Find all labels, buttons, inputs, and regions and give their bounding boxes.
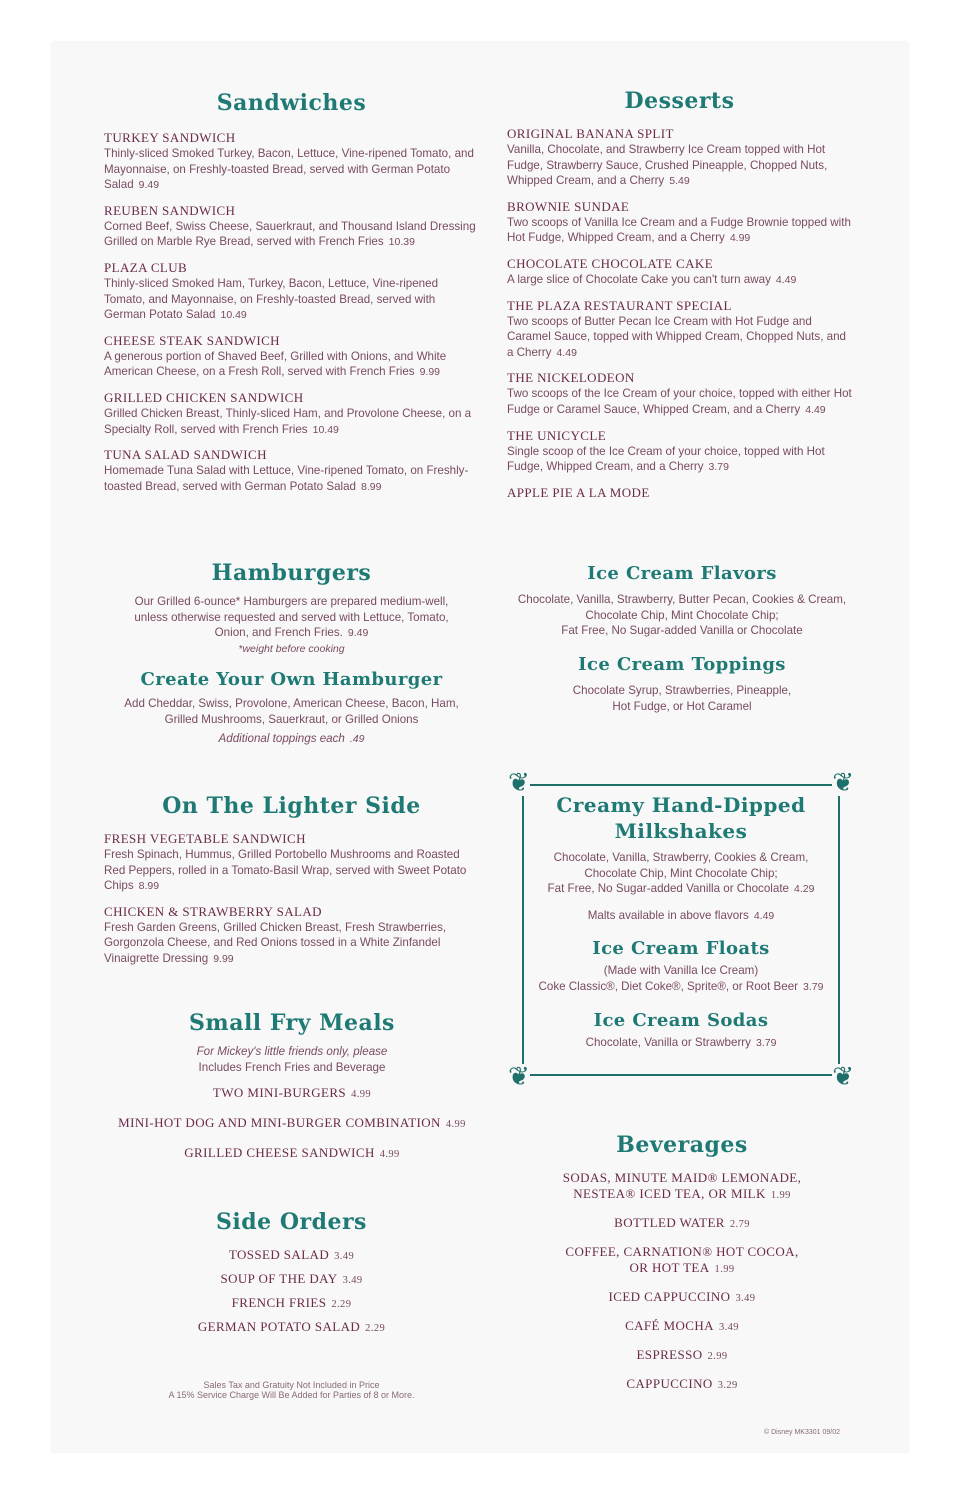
sodas-price: 3.79 <box>755 1036 777 1049</box>
sandwich-item-price: 10.49 <box>220 309 247 322</box>
toppings-text-2: Hot Fudge, or Hot Caramel <box>612 699 752 713</box>
beverage-item <box>507 1347 857 1363</box>
dessert-item-name: THE NICKELODEON <box>507 370 635 386</box>
sandwich-item-desc <box>104 219 479 251</box>
beverage-name: BOTTLED WATER <box>614 1215 725 1230</box>
create-note-text: Additional toppings each <box>218 731 345 745</box>
beverage-line-2 <box>507 1215 857 1231</box>
sandwich-list <box>104 130 479 495</box>
small-fry-item <box>92 1115 492 1131</box>
menu-page <box>52 42 908 1452</box>
lighter-item-name: FRESH VEGETABLE SANDWICH <box>104 831 306 846</box>
dessert-item-price: 4.49 <box>775 273 797 286</box>
lighter-item-price: 9.99 <box>213 952 234 965</box>
small-fry-title: Small Fry Meals <box>189 1010 395 1036</box>
small-fry-intro-1: For Mickey's little friends only, please <box>196 1045 388 1058</box>
footer-line-2: A 15% Service Charge Will Be Added for Parties of 8 or More. <box>168 1390 415 1400</box>
sodas-title: Ice Cream Sodas <box>593 1009 769 1031</box>
sandwich-item-name: REUBEN SANDWICH <box>104 202 236 218</box>
sandwich-item-name: PLAZA CLUB <box>104 259 188 275</box>
lighter-item <box>104 904 479 968</box>
flavors-text-3: Fat Free, No Sugar-added Vanilla or Chocolate <box>561 624 803 638</box>
floats-line <box>526 979 836 996</box>
lighter-item-name: CHICKEN & STRAWBERRY SALAD <box>104 903 322 919</box>
dessert-item-price: 4.49 <box>805 403 826 416</box>
beverage-line-2 <box>507 1376 857 1392</box>
beverage-price: 2.79 <box>729 1219 750 1230</box>
small-fry-intro-2: Includes French Fries and Beverage <box>198 1060 386 1074</box>
dessert-item-price: 3.79 <box>708 461 729 474</box>
sandwich-item-price: 9.99 <box>419 366 441 379</box>
flavors-text-1: Chocolate, Vanilla, Strawberry, Butter Pecan, Cookies & Cream, <box>517 593 847 606</box>
dessert-item-desc-text: Two scoops of Vanilla Ice Cream and a Fudge Brownie topped with Hot Fudge, Whipped Cream, and a Cherry <box>507 215 851 245</box>
dessert-item <box>507 428 852 476</box>
beverage-item <box>507 1318 857 1334</box>
beverage-list <box>507 1170 857 1392</box>
dessert-item-desc-text: Single scoop of the Ice Cream of your choice, topped with Hot Fudge, Whipped Cream, and a Cherry <box>507 444 825 474</box>
flavors-section <box>507 563 857 639</box>
beverage-item <box>507 1244 857 1276</box>
dessert-item-price: 4.99 <box>729 232 751 245</box>
sandwich-item-name: GRILLED CHICKEN SANDWICH <box>104 389 304 405</box>
beverage-name: ESPRESSO <box>636 1347 703 1362</box>
milkshakes-box <box>508 768 854 1092</box>
dessert-item-name: THE UNICYCLE <box>507 427 607 443</box>
beverage-line-2 <box>507 1347 857 1363</box>
lighter-item-desc <box>104 847 479 895</box>
sandwich-item-price: 10.39 <box>388 236 415 249</box>
floats-text: Coke Classic®, Diet Coke®, Sprite®, or Root Beer <box>538 979 799 993</box>
flourish-top-right-icon: ❦ <box>832 768 854 798</box>
dessert-item-desc-text: Two scoops of the Ice Cream of your choice, topped with either Hot Fudge or Caramel Sauce, Whipped Cream, and a Cherry <box>507 387 852 416</box>
small-fry-section <box>92 1010 492 1175</box>
side-item <box>104 1247 479 1263</box>
milkshakes-price: 4.29 <box>794 883 815 896</box>
small-fry-item-price: 4.99 <box>445 1119 466 1131</box>
beverage-name: NESTEA® ICED TEA, OR MILK <box>573 1186 766 1201</box>
side-item-name: GERMAN POTATO SALAD <box>197 1319 361 1334</box>
side-item-price: 2.29 <box>365 1323 386 1334</box>
small-fry-item <box>92 1145 492 1161</box>
dessert-item-desc-text: Two scoops of Butter Pecan Ice Cream with Hot Fudge and Caramel Sauce, topped with Whipped Cream, Chopped Nuts, and a Cherry <box>507 314 846 359</box>
side-item-price: 3.49 <box>334 1251 355 1262</box>
lighter-list <box>104 831 479 968</box>
sandwich-item-desc <box>104 463 479 495</box>
sandwich-item-desc <box>104 406 479 438</box>
dessert-item-price: 4.49 <box>556 346 577 359</box>
hamburgers-desc-text: Our Grilled 6-ounce* Hamburgers are prepared medium-well, unless otherwise requested and served with Lettuce, Tomato, Onion, and French Fries. <box>134 595 449 640</box>
lighter-item-desc-text: Fresh Spinach, Hummus, Grilled Portobello Mushrooms and Roasted Red Peppers, rolled in a Tomato-Basil Wrap, served with Sweet Potato Chips <box>104 848 467 893</box>
sandwich-item-desc-text: Thinly-sliced Smoked Turkey, Bacon, Lettuce, Vine-ripened Tomato, and Mayonnaise, on Freshly-toasted Bread, served with German Potato Salad <box>104 147 474 192</box>
dessert-item-desc <box>507 215 852 247</box>
beverage-price: 3.49 <box>735 1293 756 1304</box>
dessert-item <box>507 485 852 501</box>
toppings-title: Ice Cream Toppings <box>578 654 786 675</box>
milkshakes-title-1: Creamy Hand-Dipped <box>556 793 806 817</box>
hamburgers-section <box>124 560 459 747</box>
flourish-bottom-right-icon: ❦ <box>832 1062 854 1092</box>
lighter-item-desc-text: Fresh Garden Greens, Grilled Chicken Breast, Fresh Strawberries, Gorgonzola Cheese, and Red Onions tossed in a White Zinfandel Vinaigrette Dressing <box>104 920 447 965</box>
dessert-list <box>507 126 852 501</box>
sandwich-item <box>104 260 479 324</box>
sandwich-item-name: TURKEY SANDWICH <box>104 130 236 145</box>
side-item-name: FRENCH FRIES <box>231 1295 327 1310</box>
hamburgers-title: Hamburgers <box>211 560 372 586</box>
side-item-name: SOUP OF THE DAY <box>220 1271 338 1286</box>
floats-title: Ice Cream Floats <box>592 938 770 960</box>
dessert-item-price: 5.49 <box>669 175 690 188</box>
sandwich-item <box>104 333 479 381</box>
side-item <box>104 1271 479 1287</box>
desserts-title: Desserts <box>624 88 735 114</box>
beverage-name: CAFÉ MOCHA <box>625 1318 714 1333</box>
hamburgers-note: *weight before cooking <box>238 642 345 655</box>
beverage-name: ICED CAPPUCCINO <box>608 1289 731 1304</box>
create-hamburger-desc: Add Cheddar, Swiss, Provolone, American Cheese, Bacon, Ham, Grilled Mushrooms, Sauerkraut, or Grilled Onions <box>124 697 459 726</box>
sandwich-item-desc-text: Homemade Tuna Salad with Lettuce, Vine-ripened Tomato, on Freshly-toasted Bread, served with German Potato Salad <box>104 464 469 493</box>
create-hamburger-title: Create Your Own Hamburger <box>140 669 443 691</box>
beverage-name: OR HOT TEA <box>629 1260 710 1275</box>
beverage-line-2 <box>507 1289 857 1305</box>
milkshakes-text-2: Chocolate Chip, Mint Chocolate Chip; <box>584 866 778 880</box>
flourish-top-left-icon: ❦ <box>508 768 530 798</box>
dessert-item-name: CHOCOLATE CHOCOLATE CAKE <box>507 255 714 271</box>
sandwich-item-name: TUNA SALAD SANDWICH <box>104 447 267 463</box>
beverage-price: 3.49 <box>718 1322 739 1333</box>
beverage-line-1: SODAS, MINUTE MAID® LEMONADE, <box>562 1170 802 1185</box>
small-fry-item-name: GRILLED CHEESE SANDWICH <box>184 1145 375 1161</box>
milkshakes-text-3-line <box>526 881 836 898</box>
beverage-price: 1.99 <box>770 1190 791 1201</box>
side-item-price: 3.49 <box>342 1275 363 1286</box>
dessert-item-name: ORIGINAL BANANA SPLIT <box>507 126 674 141</box>
dessert-item <box>507 298 852 362</box>
beverage-price: 2.99 <box>707 1351 728 1362</box>
flourish-bottom-left-icon: ❦ <box>508 1062 530 1092</box>
sandwich-item <box>104 390 479 438</box>
malts-price: 4.49 <box>753 909 775 922</box>
beverage-item <box>507 1376 857 1392</box>
dessert-item-name: BROWNIE SUNDAE <box>507 198 630 214</box>
sandwich-item-desc-text: A generous portion of Shaved Beef, Grilled with Onions, and White American Cheese, on a Fresh Roll, served with French Fries <box>104 349 447 379</box>
beverage-line-2 <box>507 1186 857 1202</box>
lighter-title: On The Lighter Side <box>162 793 421 819</box>
flavors-text-2: Chocolate Chip, Mint Chocolate Chip; <box>585 608 779 622</box>
beverage-name: CAPPUCCINO <box>626 1376 713 1391</box>
dessert-item-desc <box>507 386 852 418</box>
sodas-line <box>526 1035 836 1052</box>
dessert-item-desc-text: A large slice of Chocolate Cake you can't turn away <box>507 272 771 286</box>
hamburgers-desc <box>124 594 459 642</box>
sandwich-item-desc <box>104 349 479 381</box>
copyright: © Disney MK3301 09/02 <box>764 1429 840 1436</box>
sides-title: Side Orders <box>216 1209 367 1235</box>
footer-line-1: Sales Tax and Gratuity Not Included in Price <box>203 1380 380 1390</box>
milkshakes-text-1: Chocolate, Vanilla, Strawberry, Cookies & Cream, <box>553 851 809 864</box>
dessert-item <box>507 126 852 190</box>
sandwich-item <box>104 130 479 194</box>
sandwiches-title: Sandwiches <box>216 90 367 116</box>
toppings-text-1: Chocolate Syrup, Strawberries, Pineapple, <box>572 684 792 697</box>
lighter-section <box>104 793 479 977</box>
malts-line <box>526 908 836 925</box>
malts-text: Malts available in above flavors <box>587 908 749 922</box>
beverage-line-2 <box>507 1318 857 1334</box>
floats-note: (Made with Vanilla Ice Cream) <box>603 964 759 978</box>
side-item-price: 2.29 <box>331 1299 352 1310</box>
lighter-item-desc <box>104 920 479 968</box>
beverage-item <box>507 1215 857 1231</box>
sandwich-item-desc <box>104 276 479 324</box>
toppings-section <box>507 654 857 714</box>
side-item <box>104 1295 479 1311</box>
sandwich-item-desc <box>104 146 479 194</box>
dessert-item-desc <box>507 272 852 289</box>
beverage-item <box>507 1170 857 1202</box>
footer-notes <box>104 1380 479 1400</box>
lighter-item-price: 8.99 <box>138 880 160 893</box>
sandwich-item-price: 8.99 <box>360 480 382 493</box>
sandwich-item-desc-text: Grilled Chicken Breast, Thinly-sliced Ham, and Provolone Cheese, on a Specialty Roll, served with French Fries <box>104 406 472 436</box>
dessert-item <box>507 256 852 289</box>
dessert-item-name: THE PLAZA RESTAURANT SPECIAL <box>507 297 732 313</box>
beverage-line-1: COFFEE, CARNATION® HOT COCOA, <box>565 1244 799 1259</box>
dessert-item-desc <box>507 142 852 190</box>
side-item-name: TOSSED SALAD <box>228 1247 330 1262</box>
lighter-item <box>104 831 479 895</box>
milkshakes-title-2: Milkshakes <box>614 819 748 843</box>
small-fry-item-name: MINI-HOT DOG AND MINI-BURGER COMBINATION <box>118 1115 441 1131</box>
dessert-item <box>507 370 852 418</box>
beverage-price: 1.99 <box>714 1264 735 1275</box>
small-fry-item <box>92 1085 492 1101</box>
sodas-text: Chocolate, Vanilla or Strawberry <box>585 1035 751 1049</box>
small-fry-item-price: 4.99 <box>351 1089 372 1101</box>
small-fry-item-price: 4.99 <box>379 1149 400 1161</box>
beverages-section <box>507 1132 857 1405</box>
beverage-item <box>507 1289 857 1305</box>
small-fry-list <box>92 1085 492 1161</box>
sandwiches-section <box>104 90 479 504</box>
small-fry-item-name: TWO MINI-BURGERS <box>212 1085 347 1101</box>
dessert-item-desc <box>507 444 852 476</box>
sandwich-item-price: 9.49 <box>138 179 160 192</box>
beverages-title: Beverages <box>616 1132 748 1158</box>
sandwich-item <box>104 203 479 251</box>
sides-section <box>104 1209 479 1343</box>
sandwich-item <box>104 447 479 495</box>
flavors-title: Ice Cream Flavors <box>587 563 777 584</box>
milkshakes-content <box>526 792 836 1051</box>
create-note-price: .49 <box>349 732 365 745</box>
hamburgers-price: 9.49 <box>347 627 369 640</box>
side-item <box>104 1319 479 1335</box>
sandwich-item-desc-text: Corned Beef, Swiss Cheese, Sauerkraut, and Thousand Island Dressing Grilled on Marble Rye Bread, served with French Fries <box>104 219 476 249</box>
dessert-item-desc <box>507 314 852 362</box>
beverage-line-2 <box>507 1260 857 1276</box>
dessert-item-name: APPLE PIE A LA MODE <box>507 484 650 500</box>
desserts-section <box>507 88 852 510</box>
sandwich-item-name: CHEESE STEAK SANDWICH <box>104 332 280 348</box>
sandwich-item-desc-text: Thinly-sliced Smoked Ham, Turkey, Bacon, Lettuce, Vine-ripened Tomato, and Mayonnaise, on Freshly-toasted Bread, served with German Potato Salad <box>104 276 439 322</box>
floats-price: 3.79 <box>803 980 824 993</box>
dessert-item <box>507 199 852 247</box>
sandwich-item-price: 10.49 <box>312 423 339 436</box>
beverage-price: 3.29 <box>717 1380 738 1391</box>
dessert-item-desc-text: Vanilla, Chocolate, and Strawberry Ice Cream topped with Hot Fudge, Strawberry Sauce, Crushed Pineapple, Chopped Nuts, Whipped Cream, and a Cherry <box>507 143 828 188</box>
create-hamburger-note <box>124 731 459 748</box>
sides-list <box>104 1247 479 1335</box>
milkshakes-text-3: Fat Free, No Sugar-added Vanilla or Chocolate <box>547 882 789 896</box>
